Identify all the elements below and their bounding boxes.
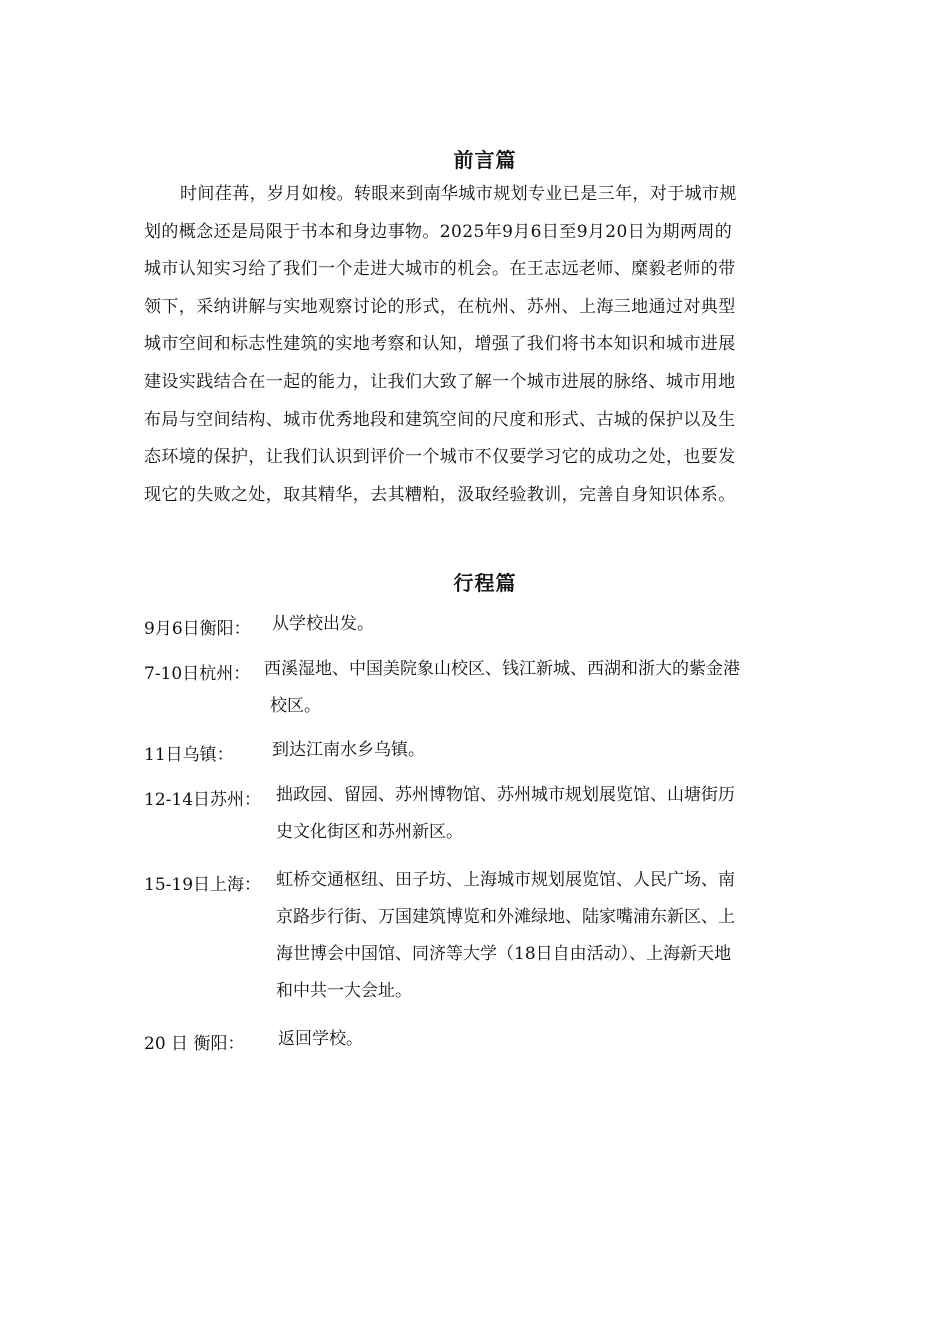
itinerary-line: 海世博会中国馆、同济等大学（18日自由活动）、上海新天地: [276, 944, 732, 964]
itinerary-text: [272, 732, 425, 769]
itinerary-text: [264, 651, 740, 725]
itinerary-line: 和中共一大会址。: [276, 981, 412, 1001]
itinerary-date-label: 9月6日衡阳：: [144, 619, 251, 639]
preface-line: 布局与空间结构、城市优秀地段和建筑空间的尺度和形式、古城的保护以及生: [144, 409, 736, 430]
itinerary-line: 京路步行街、万国建筑博览和外滩绿地、陆家嘴浦东新区、上: [276, 907, 735, 927]
itinerary-text: [276, 862, 735, 1010]
itinerary-line: 返回学校。: [278, 1029, 363, 1049]
itinerary-date-label: 7-10日杭州：: [144, 664, 251, 684]
preface-line: 时间荏苒，岁月如梭。转眼来到南华城市规划专业已是三年，对于城市规: [180, 184, 737, 204]
itinerary-line: 到达江南水乡乌镇。: [272, 740, 425, 760]
itinerary-text: [276, 777, 735, 851]
itinerary-line: 史文化街区和苏州新区。: [276, 822, 463, 842]
itinerary-line: 拙政园、留园、苏州博物馆、苏州城市规划展览馆、山塘街历: [276, 785, 735, 805]
itinerary-text: [278, 1021, 363, 1058]
preface-line: 领下，采纳讲解与实地观察讨论的形式，在杭州、苏州、上海三地通过对典型: [144, 296, 736, 317]
preface-paragraph: [144, 176, 822, 514]
itinerary-date-label: 12-14日苏州：: [144, 790, 262, 810]
preface-line: 划的概念还是局限于书本和身边事物。2025年9月6日至9月20日为期两周的: [144, 221, 733, 242]
itinerary-line: 西溪湿地、中国美院象山校区、钱江新城、西湖和浙大的紫金港: [264, 659, 740, 679]
preface-line: 现它的失败之处，取其精华，去其糟粕，汲取经验教训，完善自身知识体系。: [144, 484, 736, 505]
itinerary-line: 虹桥交通枢纽、田子坊、上海城市规划展览馆、人民广场、南: [276, 870, 735, 890]
itinerary-date-label: 11日乌镇：: [144, 745, 234, 765]
itinerary-date-label: 15-19日上海：: [144, 875, 262, 895]
itinerary-title: 行程篇: [453, 571, 517, 595]
preface-line: 城市空间和标志性建筑的实地考察和认知，增强了我们将书本知识和城市进展: [144, 334, 736, 355]
preface-title: 前言篇: [453, 148, 517, 172]
itinerary-line: 校区。: [270, 696, 321, 716]
preface-line: 态环境的保护，让我们认识到评价一个城市不仅要学习它的成功之处，也要发: [144, 447, 736, 468]
itinerary-date-label: 20 日 衡阳：: [144, 1034, 245, 1054]
preface-line: 城市认知实习给了我们一个走进大城市的机会。在王志远老师、糜毅老师的带: [144, 259, 736, 280]
itinerary-line: 从学校出发。: [272, 614, 374, 634]
itinerary-text: [272, 606, 374, 643]
preface-line: 建设实践结合在一起的能力，让我们大致了解一个城市进展的脉络、城市用地: [144, 371, 736, 392]
